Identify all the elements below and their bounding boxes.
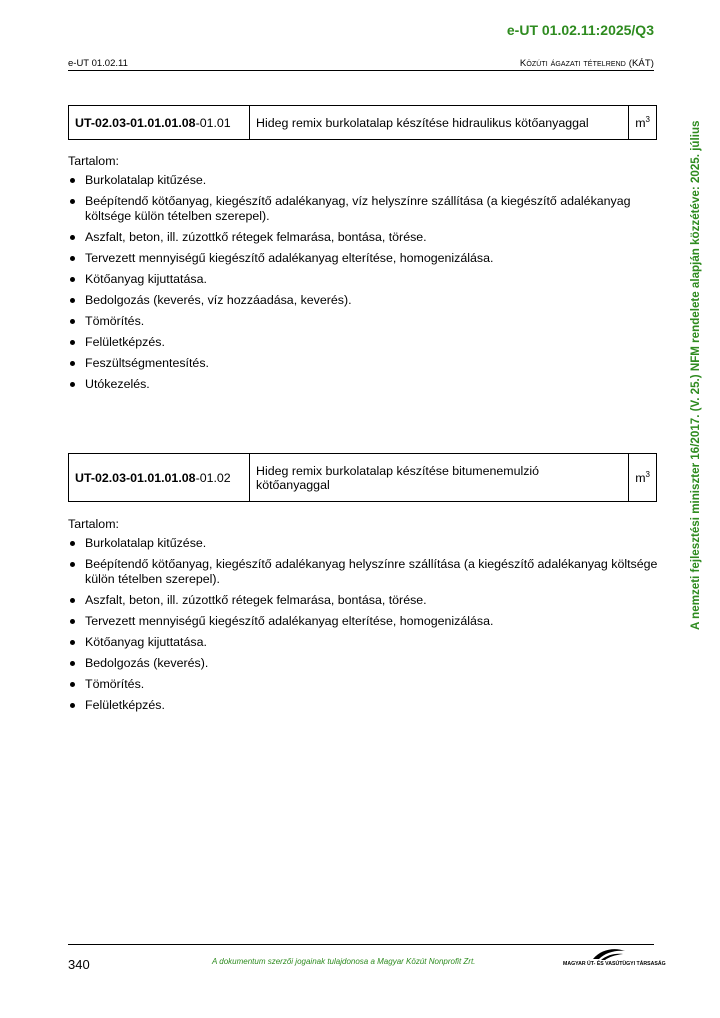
item-description-1: Hideg remix burkolatalap készítése hidraulikus kötőanyaggal xyxy=(250,106,629,140)
list-item: Burkolatalap kitűzése. xyxy=(68,173,658,188)
content-list-1 xyxy=(68,173,658,392)
logo-text: MAGYAR ÚT- ÉS VASÚTÜGYI TÁRSASÁG xyxy=(563,961,666,967)
list-item: Burkolatalap kitűzése. xyxy=(68,536,658,551)
header-right-title: Közúti ágazati tételrend (KÁT) xyxy=(519,58,654,69)
list-item: Bedolgozás (keverés). xyxy=(68,656,658,671)
item-unit-exp-2: 3 xyxy=(645,469,650,479)
list-item: Aszfalt, beton, ill. zúzottkő rétegek felmarása, bontása, törése. xyxy=(68,230,658,245)
content-title-1: Tartalom: xyxy=(68,154,119,168)
list-item: Tervezett mennyiségű kiegészítő adalékanyag elterítése, homogenizálása. xyxy=(68,614,658,629)
list-item: Beépítendő kötőanyag, kiegészítő adalékanyag, víz helyszínre szállítása (a kiegészítő adalékanyag költsége külön tételben szerepel). xyxy=(68,194,658,224)
list-item: Tömörítés. xyxy=(68,314,658,329)
content-list-2 xyxy=(68,536,658,713)
page-number: 340 xyxy=(68,957,90,972)
list-item: Felületképzés. xyxy=(68,335,658,350)
header-rule xyxy=(68,70,654,71)
item-unit-2 xyxy=(629,454,657,502)
side-note xyxy=(686,98,706,630)
footer-rule xyxy=(68,944,654,945)
side-note-text: A nemzeti fejlesztési miniszter 16/2017. (V. 25.) NFM rendelete alapján közzétéve: 2025. július xyxy=(689,120,702,630)
list-item: Felületképzés. xyxy=(68,698,658,713)
list-item: Kötőanyag kijuttatása. xyxy=(68,272,658,287)
list-item: Aszfalt, beton, ill. zúzottkő rétegek felmarása, bontása, törése. xyxy=(68,593,658,608)
content-title-2: Tartalom: xyxy=(68,517,119,531)
item-unit-1 xyxy=(629,106,657,140)
item-table-1 xyxy=(68,105,657,140)
item-content-1 xyxy=(68,154,658,398)
document-code: e-UT 01.02.11:2025/Q3 xyxy=(506,22,654,38)
item-content-2 xyxy=(68,517,658,719)
list-item: Bedolgozás (keverés, víz hozzáadása, keverés). xyxy=(68,293,658,308)
logo-icon xyxy=(591,946,627,962)
list-item: Feszültségmentesítés. xyxy=(68,356,658,371)
copyright-notice: A dokumentum szerzői jogainak tulajdonosa a Magyar Közút Nonprofit Zrt. xyxy=(212,957,476,966)
item-description-2: Hideg remix burkolatalap készítése bitumenemulzió kötőanyaggal xyxy=(250,454,629,502)
header-left-code: e-UT 01.02.11 xyxy=(68,58,128,69)
list-item: Beépítendő kötőanyag, kiegészítő adalékanyag helyszínre szállítása (a kiegészítő adalékanyag költsége külön tételben szerepel). xyxy=(68,557,658,587)
item-code-bold-2: UT-02.03-01.01.01.08 xyxy=(75,470,196,485)
item-unit-base-2: m xyxy=(635,471,646,486)
item-code-2 xyxy=(69,454,250,502)
logo xyxy=(563,946,666,972)
list-item: Tervezett mennyiségű kiegészítő adalékanyag elterítése, homogenizálása. xyxy=(68,251,658,266)
item-unit-base-1: m xyxy=(635,116,646,131)
item-unit-exp-1: 3 xyxy=(645,114,650,124)
item-code-bold-1: UT-02.03-01.01.01.08 xyxy=(75,115,196,130)
list-item: Utókezelés. xyxy=(68,377,658,392)
item-table-2 xyxy=(68,453,657,502)
item-code-1 xyxy=(69,106,250,140)
item-code-suffix-1: -01.01 xyxy=(195,115,231,130)
item-code-suffix-2: -01.02 xyxy=(195,470,231,485)
list-item: Tömörítés. xyxy=(68,677,658,692)
list-item: Kötőanyag kijuttatása. xyxy=(68,635,658,650)
